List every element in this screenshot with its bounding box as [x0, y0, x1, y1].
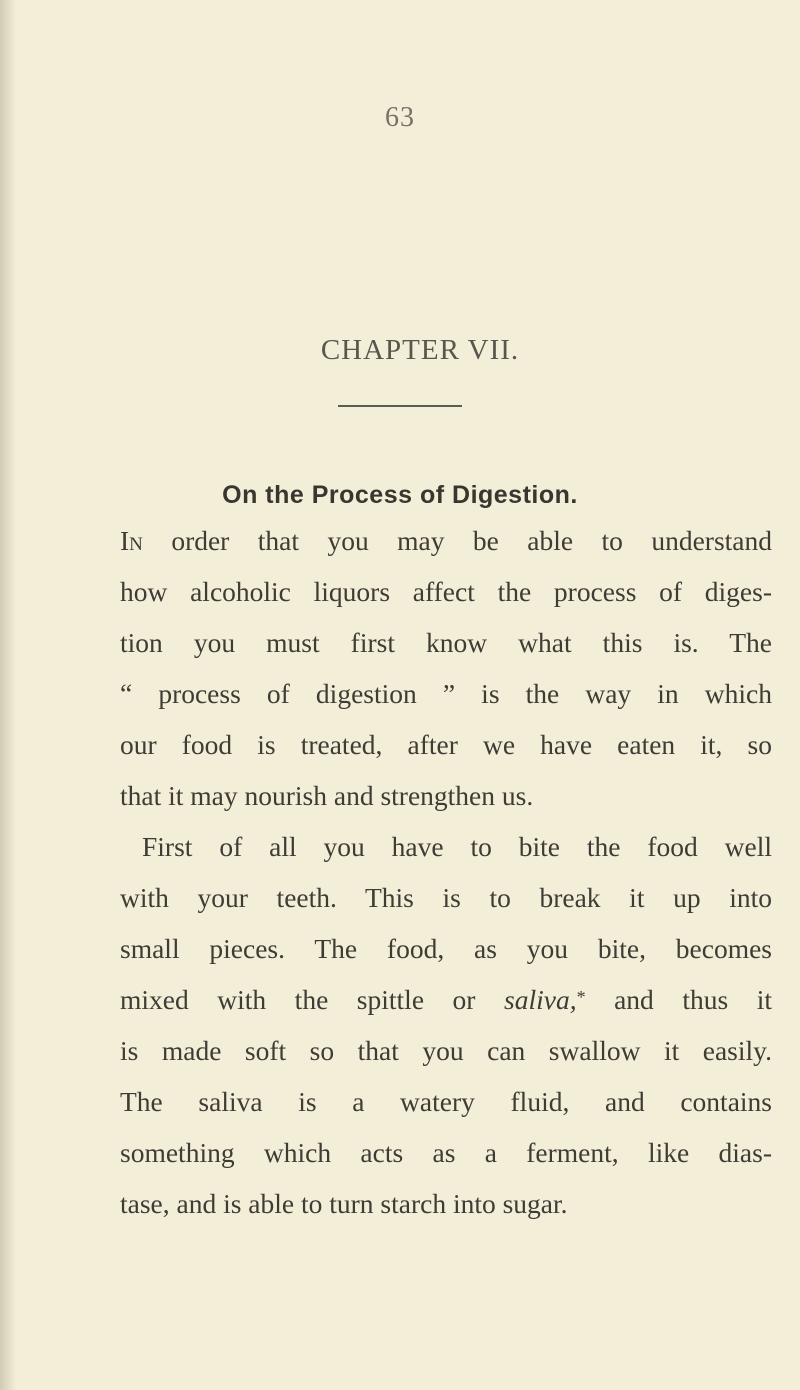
text-line — [120, 1076, 772, 1127]
text-segment: something which acts as a ferment, like dias- — [120, 1137, 772, 1168]
footnote-marker: * — [576, 987, 586, 1007]
text-line — [120, 668, 772, 719]
text-segment: saliva, — [504, 984, 577, 1015]
text-line — [120, 923, 772, 974]
text-segment: our food is treated, after we have eaten it, so — [120, 729, 772, 760]
text-segment: mixed with the spittle or — [120, 984, 504, 1015]
text-line — [120, 1178, 772, 1229]
text-line — [120, 1025, 772, 1076]
text-segment: First of all you have to bite the food well — [142, 831, 772, 862]
text-line — [120, 1127, 772, 1178]
text-line — [120, 617, 772, 668]
text-segment: tase, and is able to turn starch into sugar. — [120, 1188, 568, 1219]
text-segment: The saliva is a watery fluid, and contains — [120, 1086, 772, 1117]
text-line — [120, 566, 772, 617]
text-segment: that it may nourish and strengthen us. — [120, 780, 534, 811]
text-line — [120, 515, 772, 566]
text-segment: In — [120, 525, 143, 556]
text-segment: “ process of digestion ” is the way in which — [120, 678, 772, 709]
text-segment: small pieces. The food, as you bite, becomes — [120, 933, 772, 964]
text-segment: is made soft so that you can swallow it easily. — [120, 1035, 772, 1066]
chapter-title: CHAPTER VII. — [320, 334, 520, 366]
text-line — [120, 872, 772, 923]
text-segment: with your teeth. This is to break it up into — [120, 882, 772, 913]
text-line — [120, 821, 772, 872]
body-paragraph — [120, 515, 772, 1229]
text-line — [120, 974, 772, 1025]
chapter-divider-rule — [338, 405, 462, 407]
page-number: 63 — [385, 102, 415, 133]
text-segment: tion you must first know what this is. The — [120, 627, 772, 658]
section-title: On the Process of Digestion. — [222, 481, 578, 509]
text-segment: order that you may be able to understand — [142, 525, 772, 556]
page-gutter-shadow — [0, 0, 16, 1390]
text-line — [120, 719, 772, 770]
text-segment: how alcoholic liquors affect the process of diges- — [120, 576, 772, 607]
text-segment: and thus it — [585, 984, 772, 1015]
text-line — [120, 770, 772, 821]
